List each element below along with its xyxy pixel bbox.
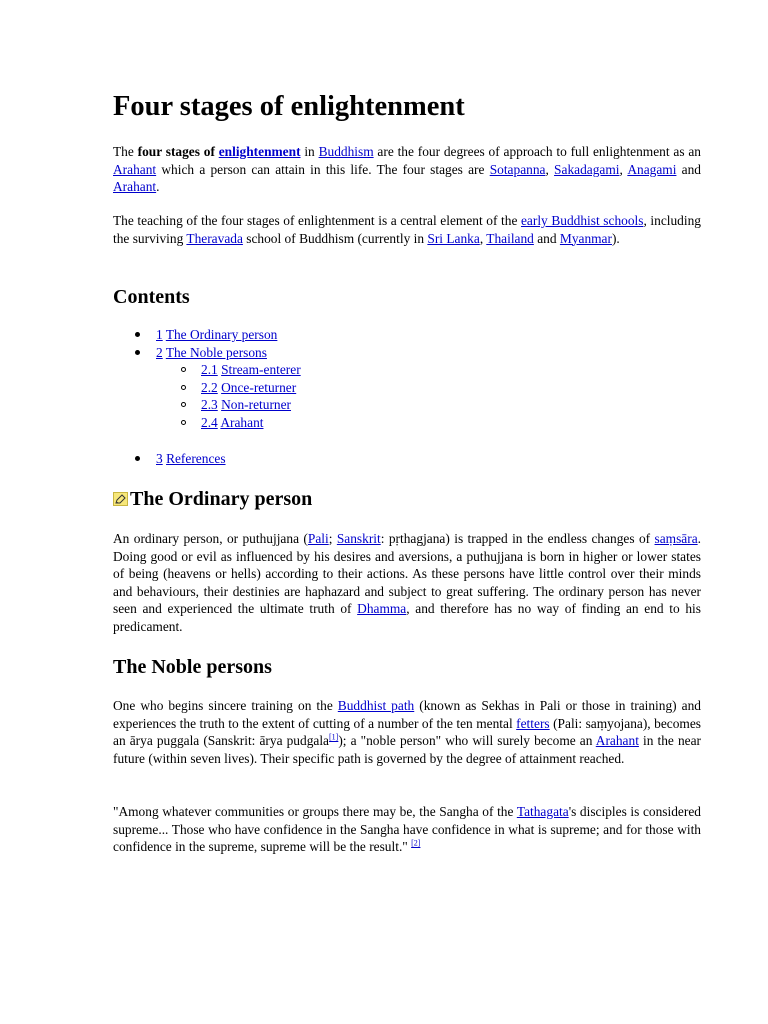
- toc-item: [201, 414, 264, 432]
- link-sanskrit[interactable]: Sanskrit: [336, 531, 381, 546]
- bullet-icon: [135, 350, 140, 355]
- toc-number[interactable]: 1: [156, 327, 163, 342]
- bullet-icon: [135, 332, 140, 337]
- link-arahant[interactable]: Arahant: [113, 161, 157, 177]
- teaching-paragraph: [113, 212, 701, 247]
- circle-bullet-icon: [181, 420, 186, 425]
- link-sri-lanka[interactable]: Sri Lanka: [427, 230, 480, 246]
- text: ,: [545, 161, 555, 177]
- toc-number[interactable]: 3: [156, 451, 163, 466]
- text: ,: [619, 161, 628, 177]
- toc-item: [201, 379, 296, 397]
- text: which a person can attain in this life. The four stages are: [156, 161, 490, 177]
- ordinary-person-heading: [113, 486, 312, 512]
- link-dhamma[interactable]: Dhamma: [357, 601, 407, 617]
- quote-paragraph: [113, 803, 701, 856]
- text: (known as Sekhas in Pali or those in training) and experiences the truth to the extent of cutting of a number of the ten mental: [113, 698, 701, 731]
- toc-number[interactable]: 2: [156, 345, 163, 360]
- noble-persons-heading: The Noble persons: [113, 656, 272, 678]
- contents-heading: Contents: [113, 286, 190, 308]
- circle-bullet-icon: [181, 385, 186, 390]
- text: ;: [328, 531, 337, 546]
- link-myanmar[interactable]: Myanmar: [559, 230, 612, 246]
- text: in: [300, 144, 319, 159]
- reference-2[interactable]: [2]: [411, 838, 421, 848]
- text: , and therefore has no way of finding an end to his predicament.: [113, 601, 701, 634]
- text: ).: [611, 230, 620, 246]
- toc-number[interactable]: 2.4: [201, 415, 218, 430]
- toc-number[interactable]: 2.1: [201, 362, 218, 377]
- circle-bullet-icon: [181, 402, 186, 407]
- edit-pencil-icon[interactable]: [113, 492, 128, 506]
- link-arahant-3[interactable]: Arahant: [595, 733, 639, 749]
- toc-link[interactable]: Once-returner: [221, 380, 297, 395]
- link-anagami[interactable]: Anagami: [627, 161, 677, 177]
- text: school of Buddhism (currently in: [242, 230, 428, 246]
- link-thailand[interactable]: Thailand: [486, 230, 534, 246]
- toc-link[interactable]: The Noble persons: [165, 345, 267, 360]
- intro-paragraph: [113, 143, 701, 196]
- circle-bullet-icon: [181, 367, 186, 372]
- link-tathagata[interactable]: Tathagata: [516, 804, 569, 819]
- toc-link[interactable]: Arahant: [220, 415, 264, 430]
- toc-link[interactable]: References: [166, 451, 226, 466]
- toc-number[interactable]: 2.2: [201, 380, 218, 395]
- toc-item: [156, 326, 277, 344]
- link-samsara[interactable]: saṃsāra: [654, 531, 698, 546]
- bullet-icon: [135, 456, 140, 461]
- page-title: Four stages of enlightenment: [113, 91, 465, 122]
- noble-persons-paragraph: [113, 697, 701, 767]
- link-pali[interactable]: Pali: [307, 531, 329, 546]
- text: , including the surviving: [113, 213, 701, 246]
- reference-1[interactable]: [1]: [329, 732, 339, 742]
- text: (Pali: saṃyojana), becomes an ārya puggala (Sanskrit: ārya pudgala: [113, 715, 701, 749]
- text: : pṛthagjana) is trapped in the endless changes of: [380, 531, 655, 546]
- heading-text: The Ordinary person: [130, 488, 313, 510]
- text: "Among whatever communities or groups there may be, the Sangha of the: [113, 804, 517, 819]
- toc-item: [156, 344, 267, 362]
- toc-item: [201, 396, 291, 414]
- toc-number[interactable]: 2.3: [201, 397, 218, 412]
- link-early-buddhist-schools[interactable]: early Buddhist schools: [520, 213, 644, 228]
- text: The teaching of the four stages of enlightenment is a central element of the: [113, 213, 521, 228]
- toc-item: [201, 361, 301, 379]
- text: An ordinary person, or puthujjana (: [113, 531, 308, 546]
- toc-link[interactable]: The Ordinary person: [165, 327, 278, 342]
- bold-text: four stages of: [137, 144, 219, 159]
- text: and: [533, 230, 560, 246]
- text: ,: [479, 230, 487, 246]
- ordinary-person-paragraph: [113, 530, 701, 636]
- text: in the near future (within seven lives). Their specific path is governed by the degree of attainment reached.: [113, 733, 701, 766]
- link-theravada[interactable]: Theravada: [186, 230, 243, 246]
- text: . Doing good or evil as influenced by his desires and aversions, a puthujjana is born in higher or lower states of being (heavens or hells) according to their actions. As these persons have little control over their minds and behaviours, their destinies are haphazard and subject to great suffering. The ordinary person has never seen and experienced the ultimate truth of: [113, 531, 702, 617]
- link-buddhist-path[interactable]: Buddhist path: [337, 698, 415, 713]
- text: One who begins sincere training on the: [113, 698, 338, 713]
- link-enlightenment[interactable]: enlightenment: [218, 144, 301, 159]
- toc-link[interactable]: Stream-enterer: [221, 362, 301, 377]
- link-fetters[interactable]: fetters: [516, 715, 550, 731]
- text: 's disciples is considered supreme... Those who have confidence in the Sangha have confidence in what is supreme; and for those with confidence in the supreme, supreme will be the result.": [113, 804, 701, 855]
- text: ); a "noble person" who will surely become an: [338, 733, 596, 749]
- text: The: [113, 144, 138, 159]
- text: are the four degrees of approach to full enlightenment as an: [373, 144, 701, 159]
- link-sotapanna[interactable]: Sotapanna: [489, 161, 546, 177]
- toc-link[interactable]: Non-returner: [221, 397, 292, 412]
- toc-item: [156, 450, 226, 468]
- text: and: [676, 161, 701, 177]
- text: .: [156, 179, 160, 195]
- link-buddhism[interactable]: Buddhism: [318, 144, 374, 159]
- link-sakadagami[interactable]: Sakadagami: [554, 161, 620, 177]
- link-arahant-2[interactable]: Arahant: [113, 179, 157, 195]
